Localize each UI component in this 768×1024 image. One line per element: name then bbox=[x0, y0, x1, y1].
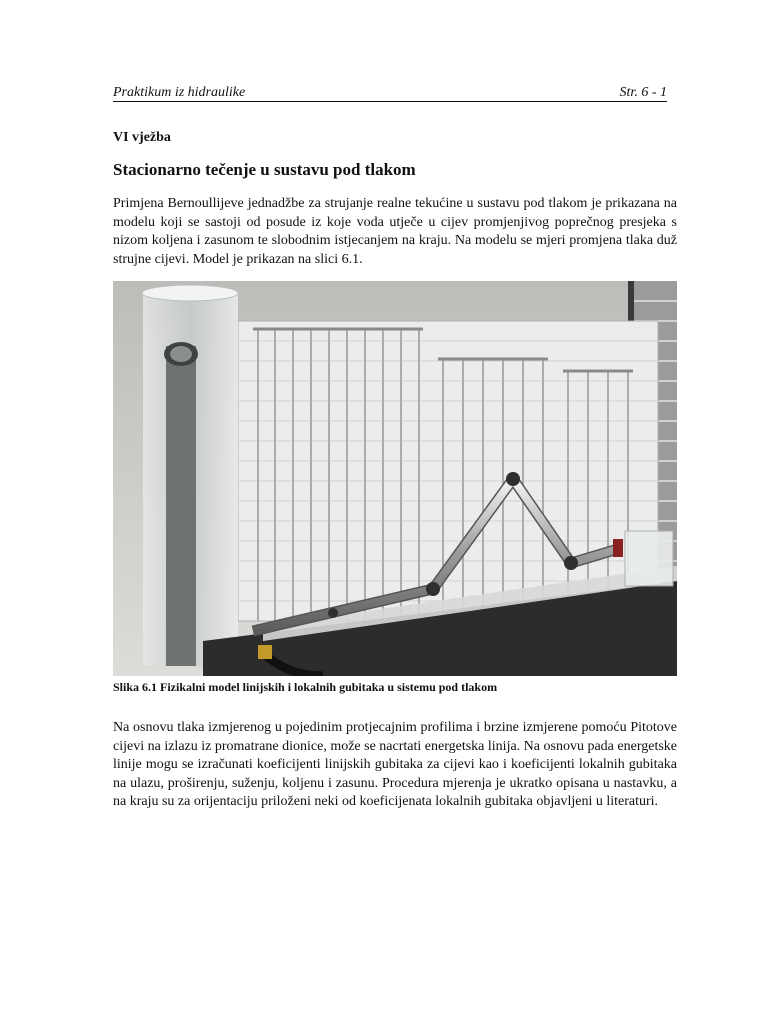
section-title: Stacionarno tečenje u sustavu pod tlakom bbox=[113, 160, 416, 179]
lab-model-photo bbox=[113, 281, 677, 676]
figure-caption: Slika 6.1 Fizikalni model linijskih i lokalnih gubitaka u sistemu pod tlakom bbox=[113, 680, 498, 694]
running-header bbox=[113, 85, 667, 101]
exercise-label: VI vježba bbox=[113, 130, 171, 145]
body-paragraph: Na osnovu tlaka izmjerenog u pojedinim protjecajnim profilima i brzine izmjerene pomoću Pitotove cijevi na izlazu iz promatrane dionice, može se nacrtati energetska linija. Na osnovu pada energetske linije mogu se izračunati koeficijenti linijskih gubitaka za cijevi kao i koeficijenti lokalnih gubitaka na ulazu, proširenju, suženju, koljenu i zasunu. Procedura mjerenja je ukratko opisana u nastavku, a na kraju su za orijentaciju priloženi neki od koeficijenata lokalnih gubitaka objavljeni u literaturi. bbox=[113, 720, 677, 809]
figure-photo bbox=[113, 281, 677, 676]
header-title: Praktikum iz hidraulike bbox=[113, 85, 246, 100]
intro-paragraph: Primjena Bernoullijeve jednadžbe za strujanje realne tekućine u sustavu pod tlakom je prikazana na modelu koji se sastoji od posude iz koje voda utječe u cijev promjenjivog poprečnog presjeka s nizom koljena i zasunom te slobodnim istjecanjem na kraju. Na modelu se mjeri promjena tlaka duž strujne cijevi. Model je prikazan na slici 6.1. bbox=[113, 196, 677, 267]
header-page-number: Str. 6 - 1 bbox=[619, 85, 667, 100]
header-rule bbox=[113, 101, 667, 102]
